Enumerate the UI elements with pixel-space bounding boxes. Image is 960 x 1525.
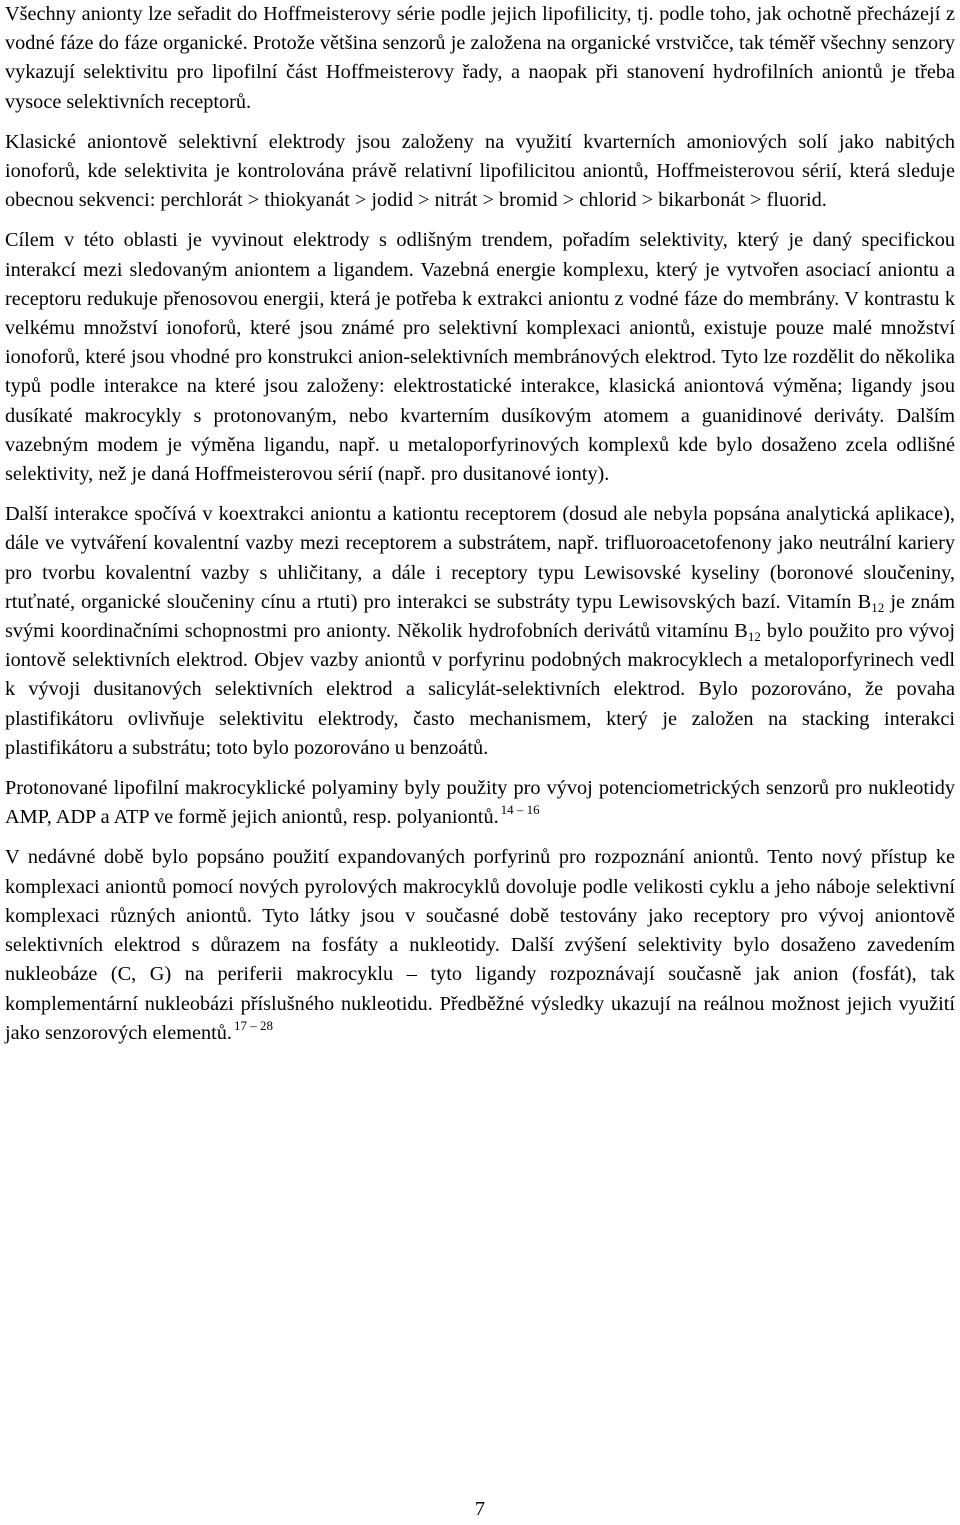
text-run: Další interakce spočívá v koextrakci aniontu a kationtu receptorem (dosud ale nebyla popsána analytická aplikace), dále ve vytváření kovalentní vazby mezi receptorem a substrátem, např. trifluoroacetofenony jako neutrální kariery pro tvorbu kovalentní vazby s uhličitany, a dále i receptory typu Lewisovské kyseliny (boronové sloučeniny, rtuťnaté, organické sloučeniny cínu a rtuti) pro interakci se substráty typu Lewisovských bazí. Vitamín B	[5, 503, 955, 613]
page-number: 7	[474, 1498, 486, 1520]
text-run: je znám svými koordinačními schopnostmi pro anionty. Několik hydrofobních derivátů vitamínu B	[5, 590, 955, 643]
paragraph-other-interactions	[5, 500, 955, 763]
text-run: Protonované lipofilní makrocyklické polyaminy byly použity pro vývoj potenciometrických senzorů pro nukleotidy AMP, ADP a ATP ve formě jejich aniontů, resp. polyaniontů.	[5, 777, 955, 829]
paragraph-polyamines	[5, 774, 955, 832]
document-page	[5, 0, 955, 1059]
subscript-12: 12	[871, 599, 885, 615]
subscript-12: 12	[747, 629, 761, 645]
paragraph-hoffmeister-series: Všechny anionty lze seřadit do Hoffmeisterovy série podle jejich lipofilicity, tj. podle toho, jak ochotně přecházejí z vodné fáze do fáze organické. Protože většina senzorů je založena na organické vrstvičce, tak téměř všechny senzory vykazují selektivitu pro lipofilní část Hoffmeisterovy řady, a naopak při stanovení hydrofilních aniontů je třeba vysoce selektivních receptorů.	[5, 3, 955, 113]
reference-superscript: 14 – 16	[500, 802, 540, 818]
paragraph-selectivity-goal: Cílem v této oblasti je vyvinout elektrody s odlišným trendem, pořadím selektivity, který je daný specifickou interakcí mezi sledovaným aniontem a ligandem. Vazebná energie komplexu, který je vytvořen asociací aniontu a receptoru redukuje přenosovou energii, která je potřeba k extrakci aniontu z vodné fáze do membrány. V kontrastu k velkému množství ionoforů, které jsou známé pro selektivní komplexaci aniontů, existuje pouze malé množství ionoforů, které jsou vhodné pro konstrukci anion-selektivních membránových elektrod. Tyto lze rozdělit do několika typů podle interakce na které jsou založeny: elektrostatické interakce, klasická aniontová výměna; ligandy jsou dusíkaté makrocykly s protonovaným, nebo kvarterním dusíkovým atomem a guanidinové deriváty. Dalším vazebným modem je výměna ligandu, např. u metaloporfyrinových komplexů kde bylo dosaženo zcela odlišné selektivity, než je daná Hoffmeisterovou sérií (např. pro dusitanové ionty).	[5, 229, 955, 486]
paragraph-classic-electrodes: Klasické aniontově selektivní elektrody jsou založeny na využití kvarterních amoniových solí jako nabitých ionoforů, kde selektivita je kontrolována právě relativní lipofilicitou aniontů, Hoffmeisterovou sérií, která sleduje obecnou sekvenci: perchlorát > thiokyanát > jodid > nitrát > bromid > chlorid > bikarbonát > fluorid.	[5, 130, 955, 212]
reference-superscript: 17 – 28	[233, 1017, 273, 1033]
text-run: V nedávné době bylo popsáno použití expandovaných porfyrinů pro rozpoznání aniontů. Tento nový přístup ke komplexaci aniontů pomocí nových pyrolových makrocyklů dovoluje podle velikosti cyklu a jeho náboje selektivní komplexaci různých aniontů. Tyto látky jsou v současné době testovány jako receptory pro vývoj aniontově selektivních elektrod s důrazem na fosfáty a nukleotidy. Další zvýšení selektivity bylo dosaženo zavedením nukleobáze (C, G) na periferii makrocyklu – tyto ligandy rozpoznávají současně jak anion (fosfát), tak komplementární nukleobázi příslušného nukleotidu. Předběžné výsledky ukazují na reálnou možnost jejich využití jako senzorových elementů.	[5, 846, 955, 1044]
text-run: bylo použito pro vývoj iontově selektivních elektrod. Objev vazby aniontů v porfyrinu podobných makrocyklech a metaloporfyrinech vedl k vývoji dusitanových selektivních elektrod a salicylát-selektivních elektrod. Bylo pozorováno, že povaha plastifikátoru ovlivňuje selektivitu elektrody, často mechanismem, který je založen na stacking interakci plastifikátoru a substrátu; toto bylo pozorováno u benzoátů.	[5, 620, 956, 759]
paragraph-expanded-porphyrins	[5, 843, 955, 1047]
